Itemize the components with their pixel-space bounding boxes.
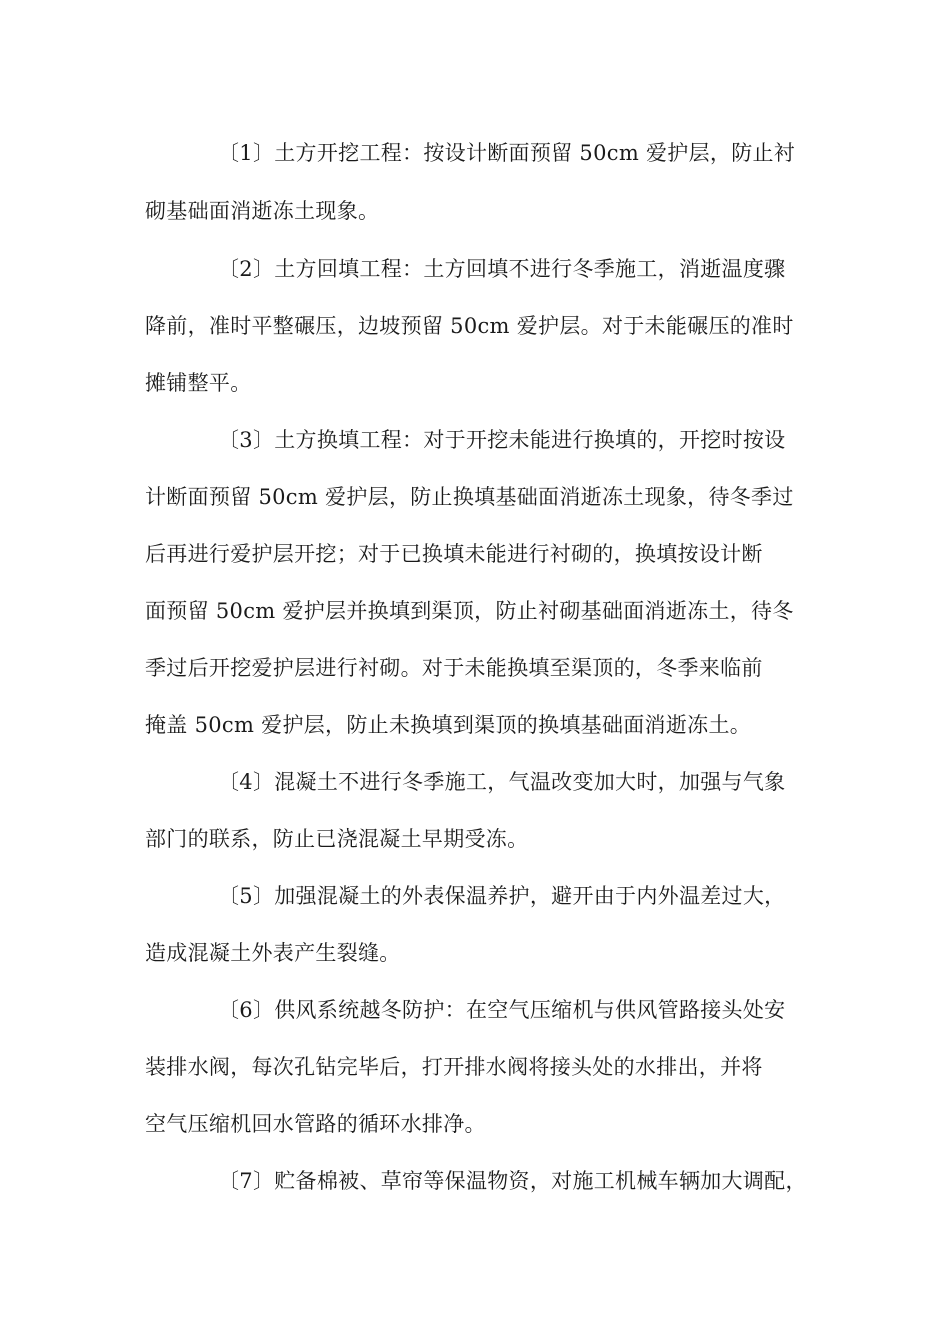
paragraph-3-line-1: 〔3〕土方换填工程：对于开挖未能进行换填的，开挖时按设 [218, 428, 786, 452]
paragraph-3-line-4: 面预留 50cm 爱护层并换填到渠顶，防止衬砌基础面消逝冻土，待冬 [145, 599, 794, 623]
paragraph-4-line-1: 〔4〕混凝土不进行冬季施工，气温改变加大时，加强与气象 [218, 770, 786, 794]
paragraph-6-line-1: 〔6〕供风系统越冬防护：在空气压缩机与供风管路接头处安 [218, 998, 786, 1022]
paragraph-5-line-1: 〔5〕加强混凝土的外表保温养护，避开由于内外温差过大， [218, 884, 786, 908]
paragraph-2-line-1: 〔2〕土方回填工程：土方回填不进行冬季施工，消逝温度骤 [218, 257, 786, 281]
paragraph-2-line-3: 摊铺整平。 [145, 371, 252, 395]
paragraph-4-line-2: 部门的联系，防止已浇混凝土早期受冻。 [145, 827, 529, 851]
paragraph-3-line-5: 季过后开挖爱护层进行衬砌。对于未能换填至渠顶的，冬季来临前 [145, 656, 763, 680]
paragraph-1-line-1: 〔1〕土方开挖工程：按设计断面预留 50cm 爱护层，防止衬 [218, 141, 796, 165]
paragraph-7-line-1: 〔7〕贮备棉被、草帘等保温物资，对施工机械车辆加大调配， [218, 1169, 807, 1193]
paragraph-1-line-2: 砌基础面消逝冻土现象。 [145, 199, 380, 223]
paragraph-2-line-2: 降前，准时平整碾压，边坡预留 50cm 爱护层。对于未能碾压的准时 [145, 314, 794, 338]
paragraph-3-line-6: 掩盖 50cm 爱护层，防止未换填到渠顶的换填基础面消逝冻土。 [145, 713, 752, 737]
paragraph-3-line-3: 后再进行爱护层开挖；对于已换填未能进行衬砌的，换填按设计断 [145, 542, 763, 566]
paragraph-5-line-2: 造成混凝土外表产生裂缝。 [145, 941, 401, 965]
paragraph-3-line-2: 计断面预留 50cm 爱护层，防止换填基础面消逝冻土现象，待冬季过 [145, 485, 794, 509]
paragraph-6-line-3: 空气压缩机回水管路的循环水排净。 [145, 1112, 486, 1136]
paragraph-6-line-2: 装排水阀，每次孔钻完毕后，打开排水阀将接头处的水排出，并将 [145, 1055, 763, 1079]
